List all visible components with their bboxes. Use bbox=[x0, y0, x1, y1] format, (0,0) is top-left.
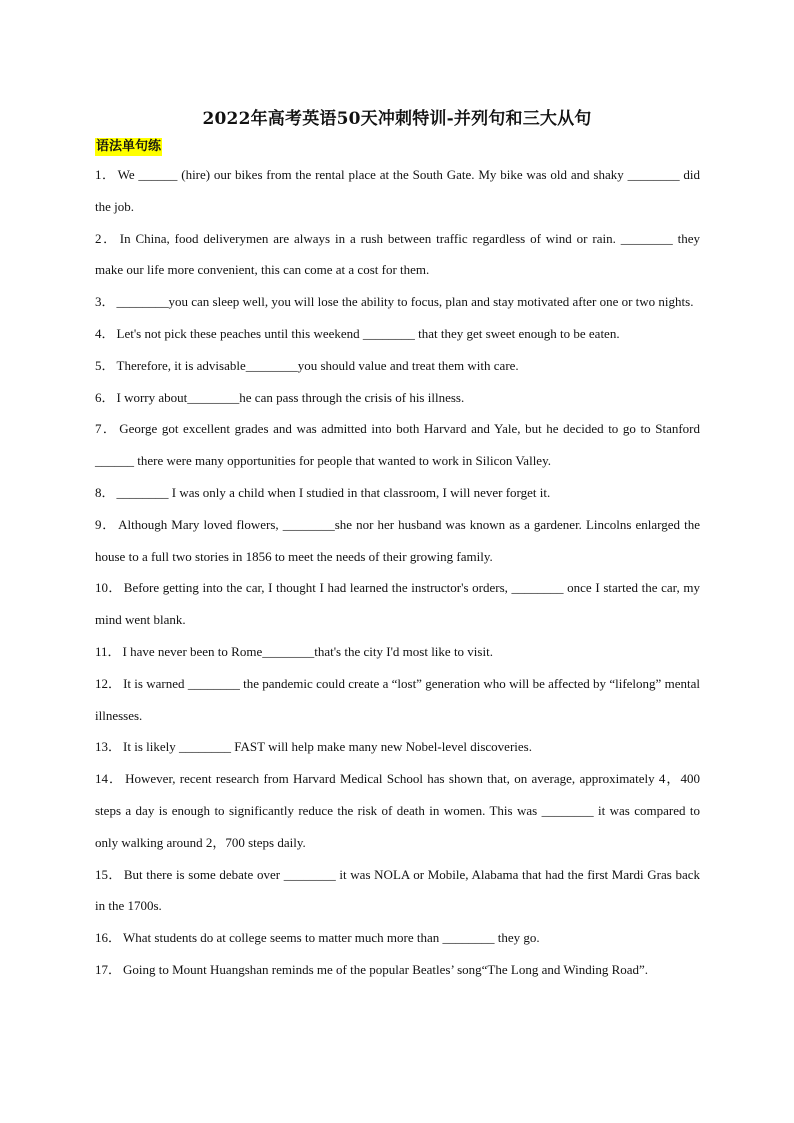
question-number: 15． bbox=[95, 866, 122, 882]
question-number: 12． bbox=[95, 675, 122, 691]
question-item bbox=[95, 509, 700, 573]
question-text: We ______ (hire) our bikes from the rental place at the South Gate. My bike was old and shaky ________ did the job. bbox=[95, 167, 700, 214]
question-text: It is likely ________ FAST will help make many new Nobel-level discoveries. bbox=[123, 739, 532, 755]
question-number: 9． bbox=[95, 516, 117, 532]
question-item bbox=[95, 922, 700, 954]
question-item bbox=[95, 763, 700, 858]
question-number: 2． bbox=[95, 230, 118, 246]
question-number: 14． bbox=[95, 771, 124, 787]
question-text: In China, food deliverymen are always in a rush between traffic regardless of wind or rain. ________ they make our life more convenient, this can come at a cost for them. bbox=[95, 230, 700, 278]
question-item bbox=[95, 954, 700, 986]
question-item bbox=[95, 223, 700, 287]
question-item bbox=[95, 413, 700, 477]
question-number: 16． bbox=[95, 930, 122, 946]
question-text: Before getting into the car, I thought I had learned the instructor's orders, ________ once I started the car, my mind went blank. bbox=[95, 580, 700, 628]
question-number: 11． bbox=[95, 643, 121, 659]
question-item bbox=[95, 859, 700, 923]
question-text: George got excellent grades and was admitted into both Harvard and Yale, but he decided to go to Stanford ______ there were many opportunities for people that wanted to work in Silicon Valley. bbox=[95, 421, 700, 469]
question-number: 3． bbox=[95, 294, 115, 310]
question-item bbox=[95, 668, 700, 732]
question-text: Although Mary loved flowers, ________she nor her husband was known as a gardener. Lincolns enlarged the house to a full two stories in 1856 to meet the needs of their growing family. bbox=[95, 516, 700, 564]
question-text: ________you can sleep well, you will lose the ability to focus, plan and stay motivated after one or two nights. bbox=[116, 294, 694, 310]
question-item bbox=[95, 318, 700, 350]
question-text: I worry about________he can pass through the crisis of his illness. bbox=[116, 389, 465, 405]
question-item bbox=[95, 636, 700, 668]
question-number: 10． bbox=[95, 580, 122, 596]
question-number: 6． bbox=[95, 389, 115, 405]
question-number: 17． bbox=[95, 961, 122, 977]
question-number: 4． bbox=[95, 325, 115, 341]
question-item bbox=[95, 382, 700, 414]
question-number: 8． bbox=[95, 484, 115, 500]
question-item bbox=[95, 572, 700, 636]
page-title: 2022年高考英语50天冲刺特训-并列句和三大从句 bbox=[202, 109, 592, 129]
question-text: What students do at college seems to matter much more than ________ they go. bbox=[123, 930, 540, 946]
question-number: 7． bbox=[95, 421, 118, 437]
question-text: I have never been to Rome________that's the city I'd most like to visit. bbox=[122, 643, 493, 659]
question-list bbox=[95, 159, 700, 986]
question-number: 1． bbox=[95, 167, 116, 182]
question-number: 13． bbox=[95, 739, 122, 755]
question-item bbox=[95, 350, 700, 382]
question-item bbox=[95, 477, 700, 509]
question-item bbox=[95, 159, 700, 223]
question-text: Therefore, it is advisable________you should value and treat them with care. bbox=[116, 357, 519, 373]
question-text: Let's not pick these peaches until this weekend ________ that they get sweet enough to be eaten. bbox=[116, 325, 620, 341]
question-text: ________ I was only a child when I studied in that classroom, I will never forget it. bbox=[116, 484, 551, 500]
question-text: However, recent research from Harvard Medical School has shown that, on average, approximately 4，400 steps a day is enough to significantly reduce the risk of death in women. This was ________ it was compared to only walking around 2，700 steps daily. bbox=[95, 771, 700, 850]
question-item bbox=[95, 731, 700, 763]
question-text: It is warned ________ the pandemic could create a “lost” generation who will be affected by “lifelong” mental illnesses. bbox=[95, 675, 700, 723]
section-label: 语法单句练 bbox=[96, 139, 162, 154]
question-number: 5． bbox=[95, 357, 115, 373]
question-text: Going to Mount Huangshan reminds me of the popular Beatles’ song“The Long and Winding Road”. bbox=[123, 961, 649, 977]
question-item bbox=[95, 286, 700, 318]
question-text: But there is some debate over ________ it was NOLA or Mobile, Alabama that had the first Mardi Gras back in the 1700s. bbox=[95, 866, 700, 914]
